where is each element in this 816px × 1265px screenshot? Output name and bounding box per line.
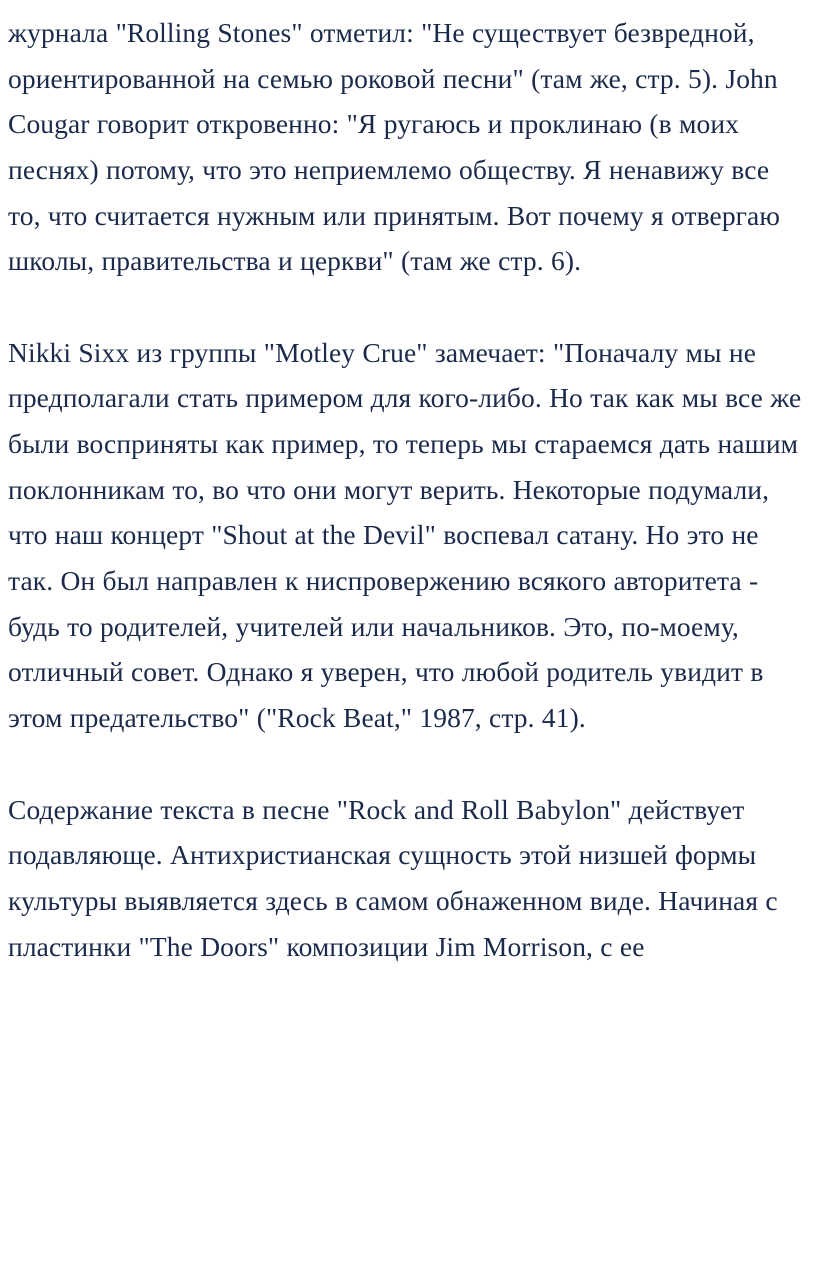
paragraph: журнала "Rolling Stones" отметил: "Не существует безвредной, ориентированной на семью роковой песни" (там же, стр. 5). John Cougar говорит откровенно: "Я ругаюсь и проклинаю (в моих песнях) потому, что это неприемлемо обществу. Я ненавижу все то, что считается нужным или принятым. Вот почему я отвергаю школы, правительства и церкви" (там же стр. 6).	[8, 17, 780, 277]
paragraph: Nikki Sixx из группы "Motley Crue" замечает: "Поначалу мы не предполагали стать примером для кого-либо. Но так как мы все же были восприняты как пример, то теперь мы стараемся дать нашим поклонникам то, во что они могут верить. Некоторые подумали, что наш концерт "Shout at the Devil" воспевал сатану. Но это не так. Он был направлен к ниспровержению всякого авторитета - будь то родителей, учителей или начальников. Это, по-моему, отличный совет. Однако я уверен, что любой родитель увидит в этом предательство" ("Rock Beat," 1987, стр. 41).	[8, 336, 802, 733]
paragraph: Содержание текста в песне "Rock and Roll Babylon" действует подавляюще. Антихристианская сущность этой низшей формы культуры выявляется здесь в самом обнаженном виде. Начиная с пластинки "The Doors" композиции Jim Morrison, с ее	[8, 793, 778, 962]
